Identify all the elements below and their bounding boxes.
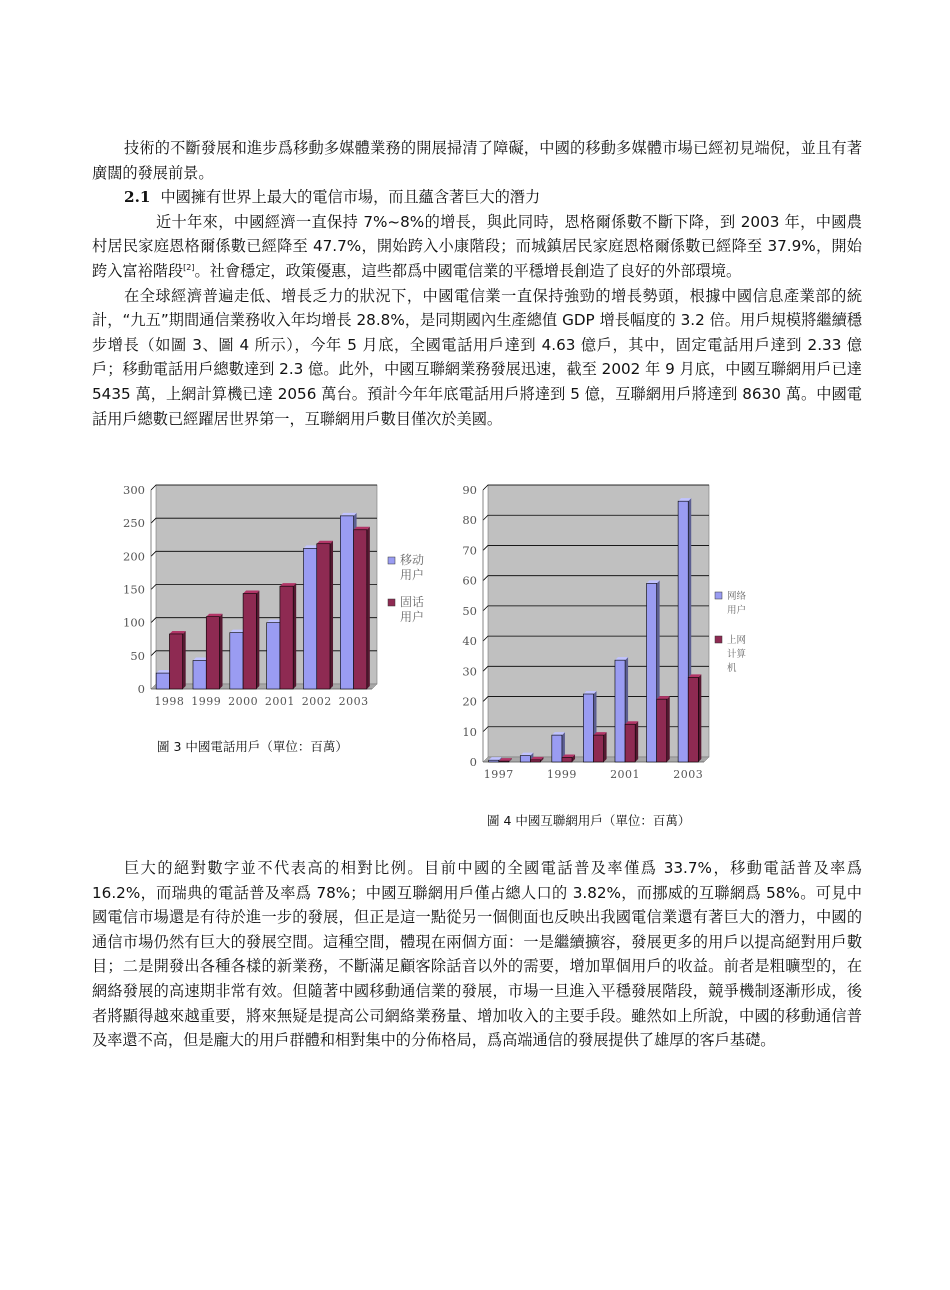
fig3-bar-2001-a bbox=[267, 623, 280, 689]
fig4-y-tick-label: 90 bbox=[462, 483, 477, 497]
fig4-y-tick-label: 50 bbox=[462, 603, 477, 618]
fig3-bar-2003-a bbox=[340, 516, 353, 689]
fig3-bar-2000-b bbox=[243, 593, 256, 689]
fig4-y-tick-label: 80 bbox=[462, 513, 477, 528]
fig3-legend-label: 用户 bbox=[400, 568, 425, 582]
fig3-bar-2002-b bbox=[317, 544, 330, 689]
fig3-bar-1998-b bbox=[169, 634, 182, 689]
fig3-bar-side bbox=[293, 583, 296, 689]
fig4-bar-2002-a bbox=[647, 583, 657, 762]
fig4-bar-1998-a bbox=[520, 756, 530, 762]
fig4-y-tick-label: 20 bbox=[462, 694, 477, 709]
fig4-legend-swatch bbox=[715, 636, 722, 643]
fig3-bar-1998-a bbox=[156, 673, 169, 689]
fig4-y-tick-label: 30 bbox=[462, 664, 477, 679]
fig3-bar-1999-b bbox=[206, 617, 219, 689]
fig3-bar-side bbox=[183, 631, 186, 689]
fig3-y-tick-label: 100 bbox=[123, 615, 145, 630]
fig4-legend-label: 机 bbox=[727, 663, 737, 674]
fig3-x-tick-label: 2001 bbox=[264, 695, 295, 708]
figure3-chart bbox=[115, 478, 450, 708]
fig4-legend-label: 网络 bbox=[727, 591, 747, 602]
figure4-caption: 圖 4 中國互聯網用戶（單位：百萬） bbox=[487, 813, 691, 828]
fig4-plot-area bbox=[488, 485, 709, 757]
body-text-top bbox=[92, 136, 862, 431]
fig4-bar-2002-b bbox=[657, 699, 667, 762]
paragraph-penetration: 巨大的絕對數字並不代表高的相對比例。目前中國的全國電話普及率僅爲 33.7%，移動電話普及率爲 16.2%，而瑞典的電話普及率爲 78%；中國互聯網用戶僅占總人口的 3.82%，而挪威的互聯網爲 58%。可見中國電信市場還是有待於進一步的發展，但正是這一點從另一個側面也反映出我國電信業還有著巨大的潛力，中國的通信市場仍然有巨大的發展空間。這種空間，體現在兩個方面：一是繼續擴容，發展更多的用戶以提高絕對用戶數目；二是開發出各種各樣的新業務，不斷滿足顧客除話音以外的需要，增加單個用戶的收益。前者是粗曠型的，在網絡發展的高速期非常有效。但隨著中國移動通信業的發展，市場一旦進入平穩發展階段，競爭機制逐漸形成，後者將顯得越來越重要，將來無疑是提高公司網絡業務量、增加收入的主要手段。雖然如上所說，中國的移動通信普及率還不高，但是龐大的用戶群體和相對集中的分佈格局，爲高端通信的發展提供了雄厚的客戶基礎。 bbox=[92, 859, 862, 1050]
fig4-bar-2001-b bbox=[625, 724, 635, 762]
paragraph-engel bbox=[92, 210, 862, 284]
fig4-legend-swatch bbox=[715, 592, 722, 599]
fig3-bar-2003-b bbox=[354, 530, 367, 689]
fig3-y-tick-label: 150 bbox=[123, 582, 145, 597]
fig3-legend-label: 用户 bbox=[400, 610, 425, 624]
fig4-x-tick-label: 2003 bbox=[673, 768, 704, 781]
body-text-bottom bbox=[92, 856, 862, 1053]
fig4-bar-side bbox=[604, 732, 607, 762]
fig4-bar-2001-a bbox=[615, 660, 625, 762]
fig3-x-tick-label: 2000 bbox=[228, 695, 259, 708]
fig3-legend-swatch bbox=[388, 599, 395, 606]
fig4-legend-label: 用户 bbox=[727, 605, 747, 616]
fig4-bar-side bbox=[635, 721, 638, 762]
fig3-x-tick-label: 1998 bbox=[154, 695, 185, 708]
fig3-x-tick-label: 1999 bbox=[191, 695, 222, 708]
fig3-y-tick-label: 0 bbox=[137, 682, 145, 696]
fig3-legend-swatch bbox=[388, 557, 395, 564]
section-heading bbox=[92, 185, 862, 210]
section-title: 中國擁有世界上最大的電信市場，而且蘊含著巨大的潛力 bbox=[160, 188, 541, 207]
fig4-y-tick-label: 70 bbox=[462, 543, 477, 558]
fig3-y-tick-label: 200 bbox=[123, 549, 145, 564]
fig4-bar-side bbox=[667, 696, 670, 762]
fig3-legend-label: 固话 bbox=[400, 595, 425, 609]
paragraph-engel-text-a: 近十年來，中國經濟一直保持 7%~8%的增長，與此同時，恩格爾係數不斷下降，到 2003 年，中國農村居民家庭恩格爾係數已經降至 47.7%，開始跨入小康階段；而城鎮居民家庭恩格爾係數已經降至 37.9%，開始跨入富裕階段 bbox=[92, 212, 862, 280]
fig4-y-tick-label: 60 bbox=[462, 573, 477, 588]
section-number: 2.1 bbox=[124, 188, 151, 207]
fig4-bar-1999-a bbox=[552, 735, 562, 762]
fig4-bar-1997-a bbox=[489, 760, 499, 762]
paragraph-intro: 技術的不斷發展和進步爲移動多媒體業務的開展掃清了障礙，中國的移動多媒體市場已經初見端倪，並且有著廣闊的發展前景。 bbox=[92, 139, 862, 182]
fig3-bar-1999-a bbox=[193, 660, 206, 689]
fig4-bar-2000-a bbox=[583, 694, 593, 762]
fig4-bar-side bbox=[698, 674, 701, 762]
fig3-x-tick-label: 2003 bbox=[338, 695, 369, 708]
figure3-svg bbox=[115, 478, 450, 708]
fig4-bar-2000-b bbox=[594, 735, 604, 762]
fig4-bar-2003-a bbox=[678, 501, 688, 762]
fig4-x-tick-label: 2001 bbox=[610, 768, 641, 781]
figure4-chart bbox=[455, 478, 785, 783]
fig3-bar-2002-a bbox=[303, 548, 316, 689]
fig4-bar-1999-b bbox=[562, 757, 572, 762]
fig4-legend-label: 计算 bbox=[727, 649, 747, 660]
paragraph-growth: 在全球經濟普遍走低、增長乏力的狀況下，中國電信業一直保持強勁的增長勢頭，根據中國信息產業部的統計，“九五”期間通信業務收入年均增長 28.8%，是同期國內生產總值 GDP 增長幅度的 3.2 倍。用戶規模將繼續穩步增長（如圖 3、圖 4 所示），今年 5 月底，全國電話用戶達到 4.63 億戶，其中，固定電話用戶達到 2.33 億戶；移動電話用戶總數達到 2.3 億。此外，中國互聯網業務發展迅速，截至 2002 年 9 月底，中國互聯網用戶已達 5435 萬，上網計算機已達 2056 萬台。預計今年年底電話用戶將達到 5 億，互聯網用戶將達到 8630 萬。中國電話用戶總數已經躍居世界第一，互聯網用戶數目僅次於美國。 bbox=[92, 286, 862, 428]
fig3-bar-side bbox=[220, 614, 223, 689]
fig4-y-tick-label: 10 bbox=[462, 724, 477, 739]
fig3-bar-2000-a bbox=[230, 633, 243, 689]
fig3-bar-2001-b bbox=[280, 586, 293, 689]
fig3-bar-side bbox=[367, 527, 370, 689]
fig3-legend-label: 移动 bbox=[400, 553, 425, 567]
fig4-y-tick-label: 0 bbox=[469, 755, 477, 769]
fig4-legend-label: 上网 bbox=[727, 635, 747, 646]
figure3-caption: 圖 3 中國電話用戶（單位：百萬） bbox=[157, 739, 348, 754]
fig3-bar-side bbox=[256, 590, 259, 689]
fig4-bar-2003-b bbox=[688, 677, 698, 762]
fig4-bar-1997-b bbox=[499, 761, 509, 762]
figure4-svg bbox=[455, 478, 785, 783]
paragraph-engel-text-b: 。社會穩定，政策優惠，這些都爲中國電信業的平穩增長創造了良好的外部環境。 bbox=[194, 261, 742, 280]
fig4-y-tick-label: 40 bbox=[462, 634, 477, 649]
fig4-x-tick-label: 1997 bbox=[483, 768, 514, 781]
fig3-y-tick-label: 300 bbox=[123, 483, 145, 497]
fig3-y-tick-label: 250 bbox=[123, 516, 145, 531]
citation-ref: [2] bbox=[183, 262, 195, 272]
fig3-x-tick-label: 2002 bbox=[301, 695, 332, 708]
fig4-bar-1998-b bbox=[530, 760, 540, 762]
fig4-x-tick-label: 1999 bbox=[546, 768, 577, 781]
fig3-bar-side bbox=[330, 541, 333, 689]
fig3-y-tick-label: 50 bbox=[130, 648, 145, 663]
